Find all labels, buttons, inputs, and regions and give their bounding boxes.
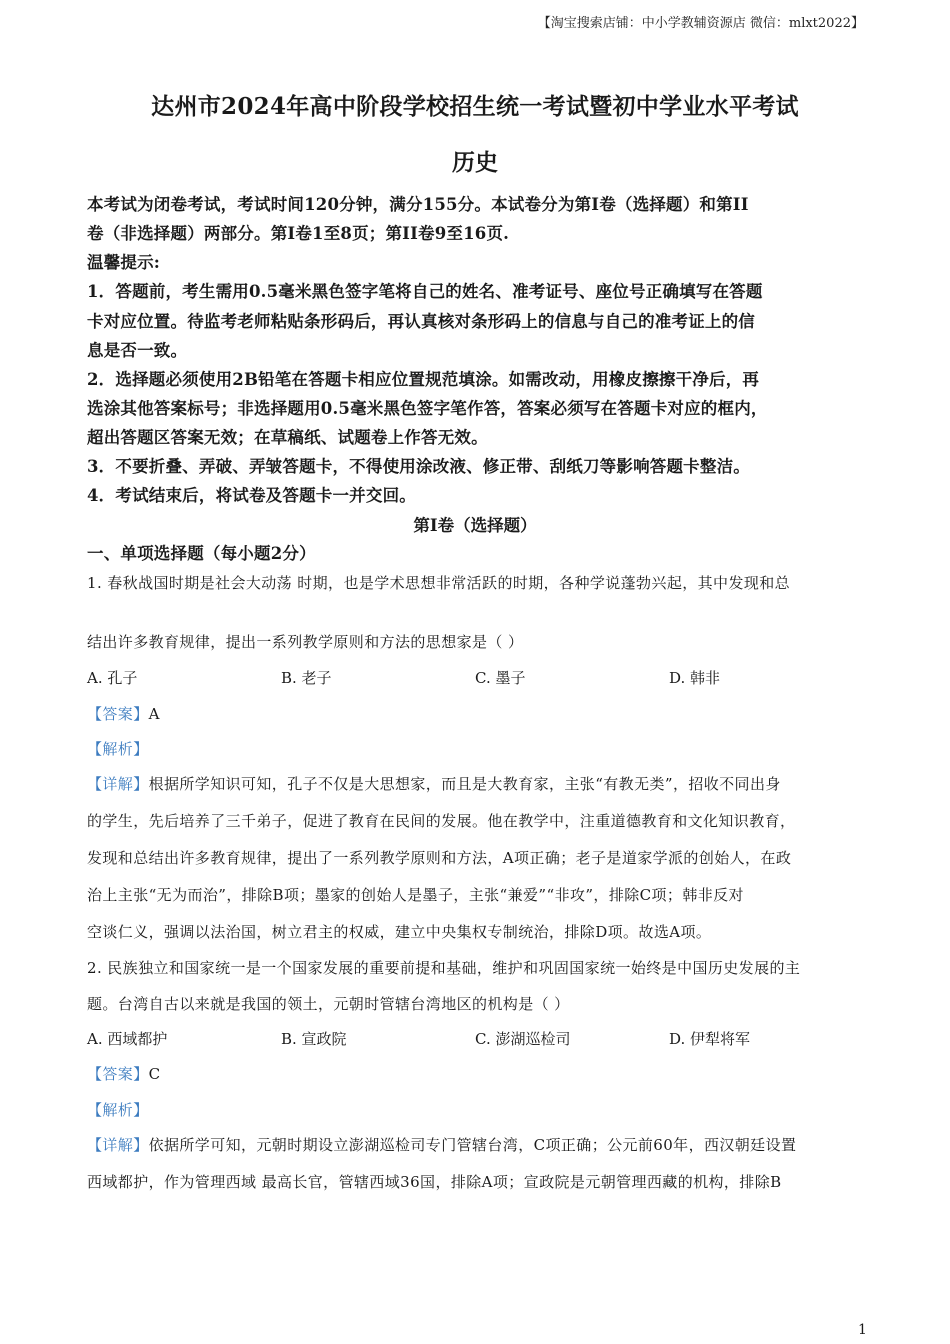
question-2-stem: 2. 民族独立和国家统一是一个国家发展的重要前提和基础，维护和巩固国家统一始终是中国历史发展的主 [87, 959, 801, 977]
question-2-option-a: A. 西域都护 [87, 1030, 168, 1048]
subject-title: 历史 [452, 149, 498, 176]
question-1-option-b: B. 老子 [281, 669, 332, 687]
question-2-detail: 【详解】依据所学可知，元朝时期设立澎湖巡检司专门管辖台湾，C项正确；公元前60年，西汉朝廷设置 [87, 1136, 797, 1154]
detail-line: 西域都护，作为管理西域 最高长官，管辖西域36国，排除A项；宣政院是元朝管理西藏的机构，排除B [87, 1173, 782, 1191]
question-2-stem: 题。台湾自古以来就是我国的领土，元朝时管辖台湾地区的机构是（ ） [87, 995, 570, 1013]
question-1-option-a: A. 孔子 [87, 669, 138, 687]
tip-line: 选涂其他答案标号；非选择题用0.5毫米黑色签字笔作答，答案必须写在答题卡对应的框内， [87, 399, 768, 418]
page-number: 1 [858, 1322, 867, 1338]
document-title: 达州市2024年高中阶段学校招生统一考试暨初中学业水平考试 [151, 93, 799, 120]
question-2-option-b: B. 宣政院 [281, 1030, 347, 1048]
tip-line: 3．不要折叠、弄破、弄皱答题卡，不得使用涂改液、修正带、刮纸刀等影响答题卡整洁。 [87, 457, 750, 476]
tip-line: 2．选择题必须使用2B铅笔在答题卡相应位置规范填涂。如需改动，用橡皮擦擦干净后，再 [87, 370, 760, 389]
tip-line: 1．答题前，考生需用0.5毫米黑色签字笔将自己的姓名、准考证号、座位号正确填写在答题 [87, 282, 763, 301]
intro-line: 本考试为闭卷考试，考试时间120分钟，满分155分。本试卷分为第I卷（选择题）和第II [87, 195, 749, 214]
tip-line: 4．考试结束后，将试卷及答题卡一并交回。 [87, 486, 416, 505]
detail-line: 发现和总结出许多教育规律，提出了一系列教学原则和方法，A项正确；老子是道家学派的创始人，在政 [87, 849, 792, 867]
answer-value: C [148, 1065, 161, 1083]
part-title: 一、单项选择题（每小题2分） [87, 544, 316, 563]
question-2-option-c: C. 澎湖巡检司 [475, 1030, 571, 1048]
detail-line: 治上主张“无为而治”，排除B项；墨家的创始人是墨子，主张“兼爱”“非攻”，排除C项；韩非反对 [87, 886, 744, 904]
question-2-option-d: D. 伊犁将军 [669, 1030, 751, 1048]
analysis-tag: 【解析】 [87, 740, 149, 758]
tip-line: 卡对应位置。待监考老师粘贴条形码后，再认真核对条形码上的信息与自己的准考证上的信 [87, 312, 755, 331]
question-2-answer [87, 1063, 161, 1084]
answer-tag: 【答案】 [87, 1065, 149, 1083]
section-title: 第Ⅰ卷（选择题） [413, 516, 537, 535]
header-note: 【淘宝搜索店铺：中小学教辅资源店 微信：mlxt2022】 [537, 16, 864, 31]
question-1-answer [87, 703, 160, 724]
tip-line: 超出答题区答案无效；在草稿纸、试题卷上作答无效。 [87, 428, 488, 447]
question-1-stem: 1. 春秋战国时期是社会大动荡 时期，也是学术思想非常活跃的时期，各种学说蓬勃兴起，其中发现和总 [87, 574, 791, 592]
tips-heading: 温馨提示: [87, 253, 161, 272]
detail-line: 空谈仁义，强调以法治国，树立君主的权威，建立中央集权专制统治，排除D项。故选A项。 [87, 923, 712, 941]
analysis-tag: 【解析】 [87, 1101, 149, 1119]
detail-tag: 【详解】 [87, 1136, 149, 1154]
answer-tag: 【答案】 [87, 705, 149, 723]
question-1-option-d: D. 韩非 [669, 669, 721, 687]
intro-line: 卷（非选择题）两部分。第I卷1至8页；第II卷9至16页. [87, 224, 510, 243]
detail-tag: 【详解】 [87, 775, 149, 793]
question-1-option-c: C. 墨子 [475, 669, 526, 687]
question-1-stem: 结出许多教育规律，提出一系列教学原则和方法的思想家是（ ） [87, 633, 524, 651]
question-1-detail: 【详解】根据所学知识可知，孔子不仅是大思想家，而且是大教育家，主张“有教无类”，招收不同出身 [87, 775, 781, 793]
detail-line: 的学生，先后培养了三千弟子，促进了教育在民间的发展。他在教学中，注重道德教育和文化知识教育， [87, 812, 796, 830]
tip-line: 息是否一致。 [87, 341, 188, 360]
answer-value: A [148, 705, 160, 723]
